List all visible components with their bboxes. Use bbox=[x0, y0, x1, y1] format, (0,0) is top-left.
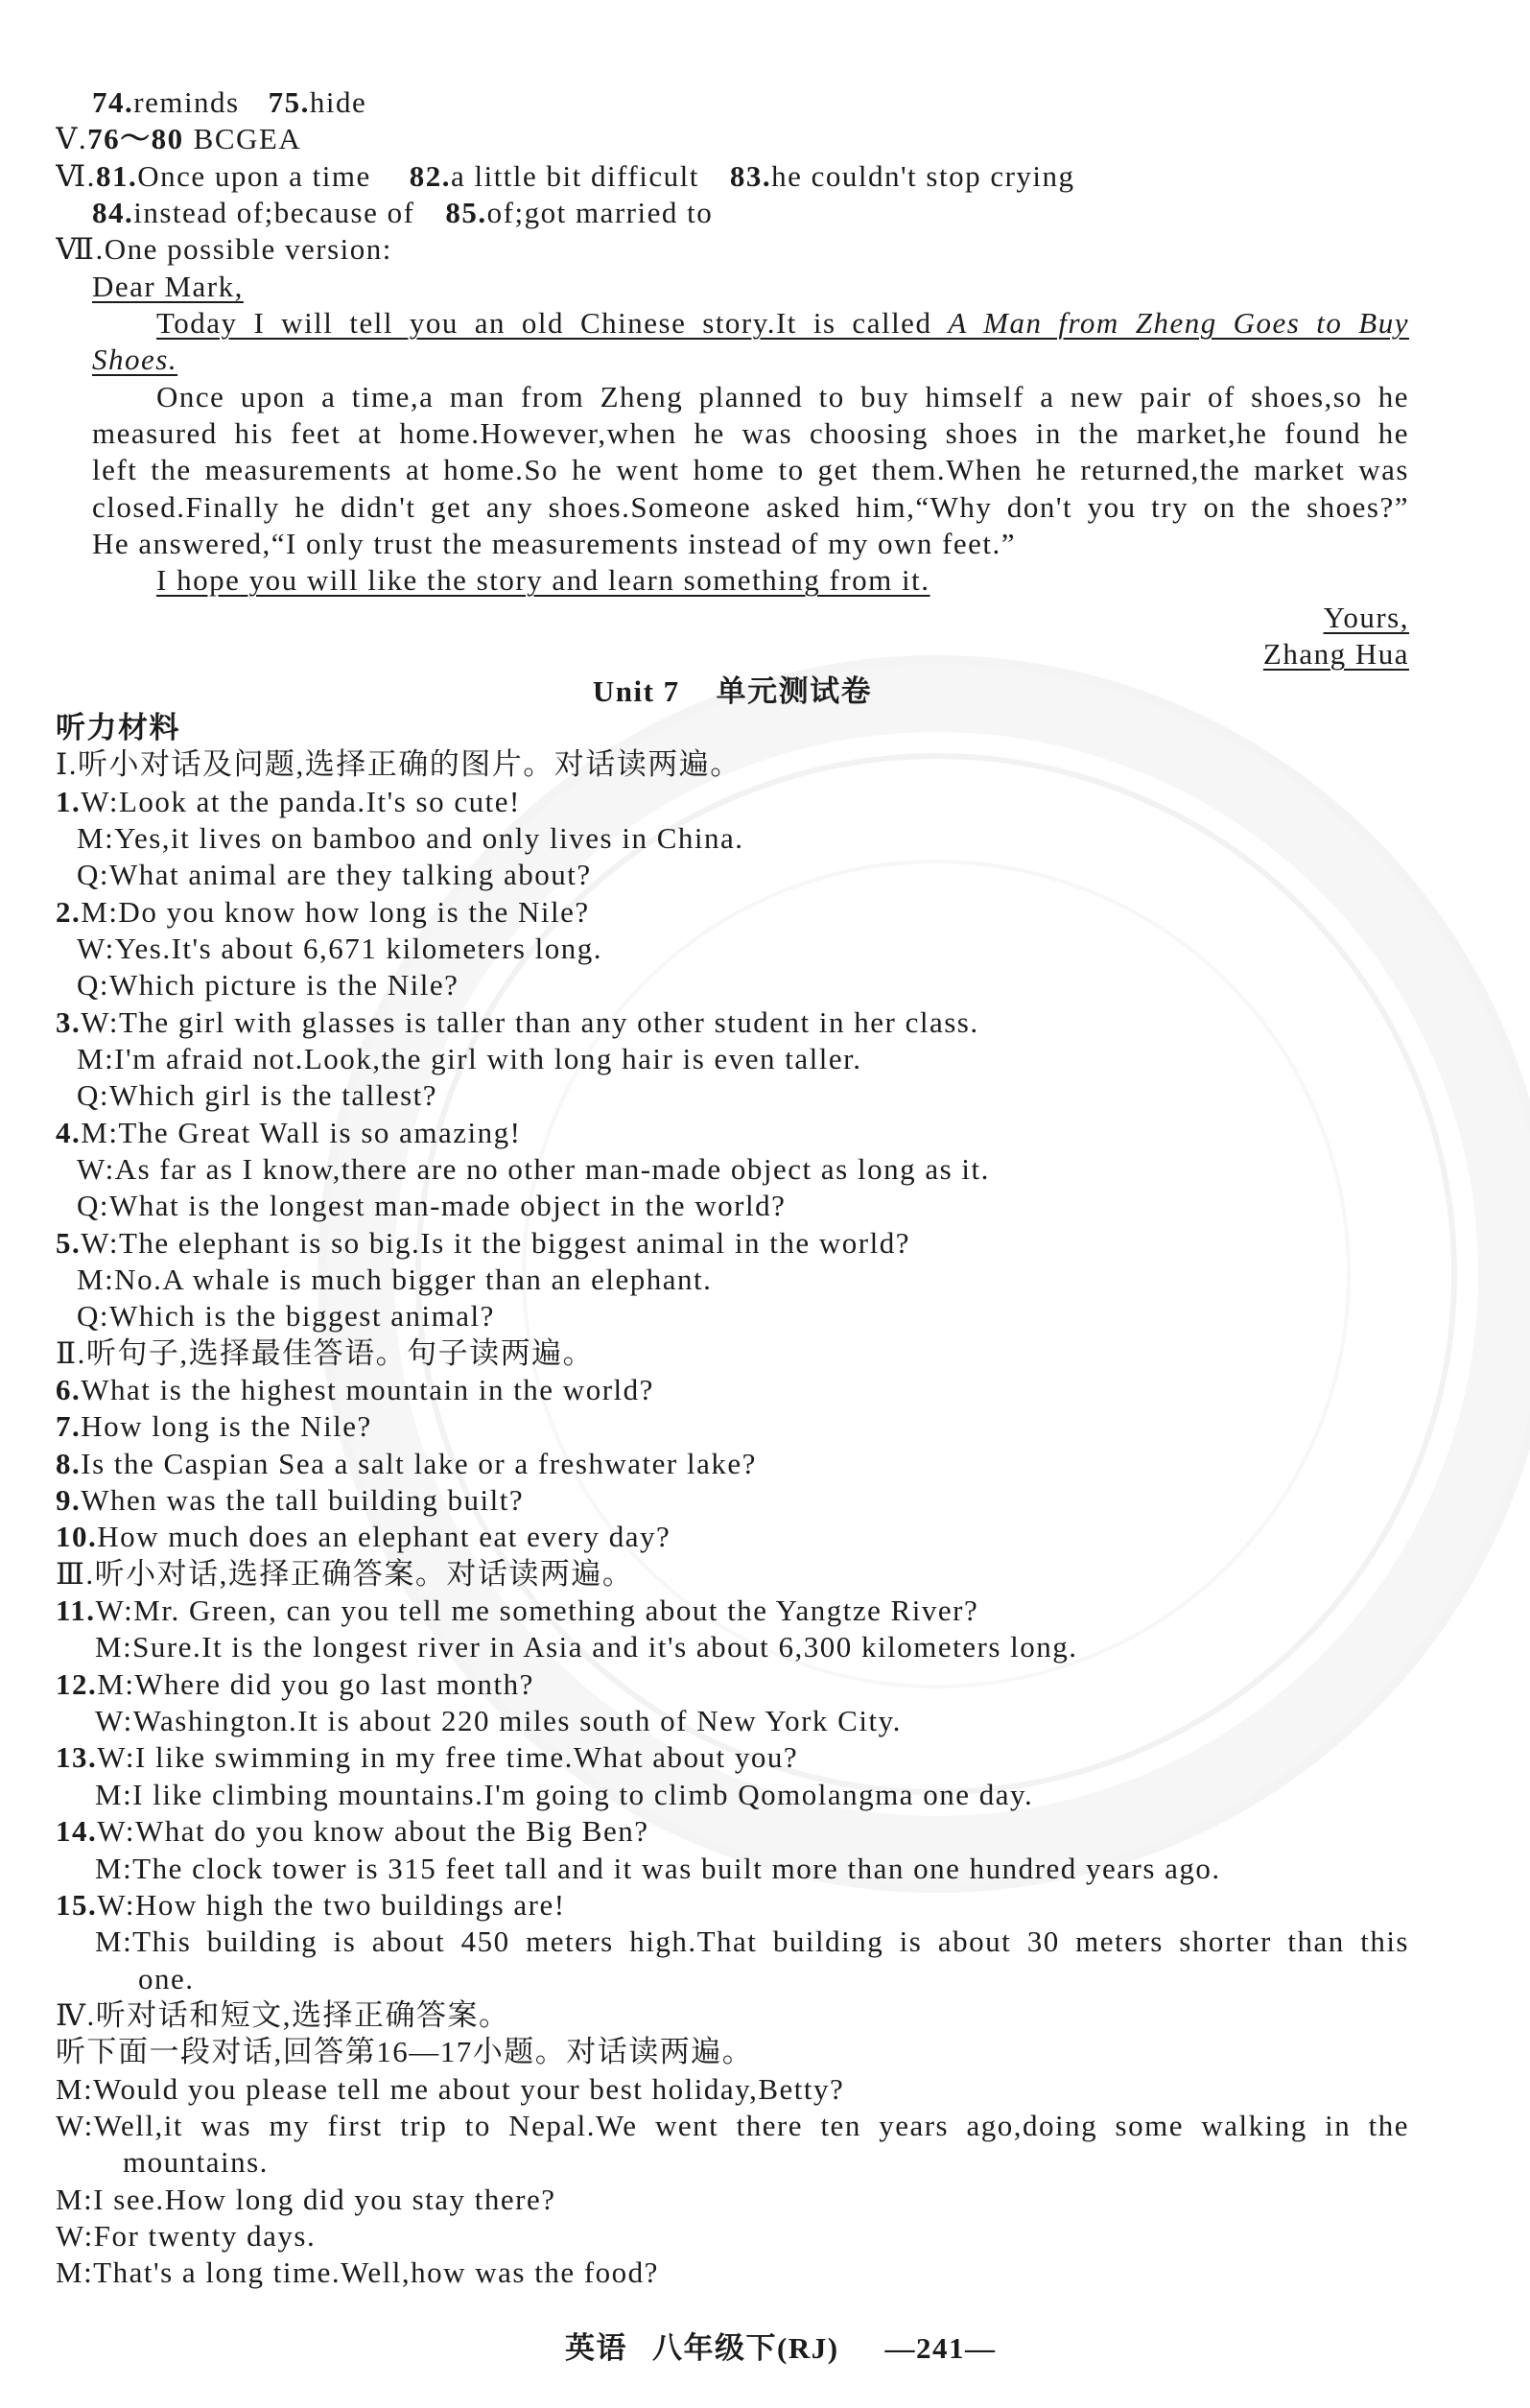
answer-number: 85. bbox=[445, 196, 487, 230]
dialogue-line: M:I like climbing mountains.I'm going to climb Qomolangma one day. bbox=[95, 1777, 1034, 1811]
question-line: Q:Which is the biggest animal? bbox=[77, 1299, 495, 1334]
item-number: 5. bbox=[56, 1225, 82, 1260]
item-number: 6. bbox=[56, 1373, 82, 1407]
letter-paragraph-1-line bbox=[56, 342, 1409, 378]
unit-number: Unit 7 bbox=[592, 673, 680, 708]
footer-subject: 英语 bbox=[565, 2331, 627, 2365]
story-title: A Man from Zheng Goes to Buy bbox=[948, 306, 1409, 341]
part-roman-numeral: Ⅴ. bbox=[56, 122, 88, 156]
part-roman-numeral: Ⅵ. bbox=[56, 158, 96, 193]
answer-number-range: 76～80 bbox=[87, 122, 184, 156]
answer-text: hide bbox=[309, 85, 367, 119]
dialogue-line bbox=[56, 1813, 1409, 1850]
item-number: 10. bbox=[56, 1520, 98, 1554]
sentence-item bbox=[56, 1446, 1409, 1482]
dialogue-text: W:The girl with glasses is taller than any other student in her class. bbox=[81, 1004, 979, 1039]
answer-text: reminds bbox=[133, 85, 240, 119]
letter-text bbox=[156, 306, 1409, 340]
listening-heading: 听力材料 bbox=[56, 710, 180, 744]
page-number: —241— bbox=[884, 2331, 997, 2365]
item-number: 11. bbox=[56, 1594, 96, 1628]
letter-text: I hope you will like the story and learn something from it. bbox=[156, 563, 930, 598]
answer-text: One possible version: bbox=[104, 232, 392, 267]
letter-paragraph-2-line: He answered,“I only trust the measurements instead of my own feet.” bbox=[92, 527, 1017, 561]
sentence-item bbox=[56, 1519, 1409, 1555]
letter-paragraph-3 bbox=[56, 562, 1409, 599]
dialogue-line bbox=[56, 1115, 1409, 1151]
letter-text-plain: Today I will tell you an old Chinese story.It is called bbox=[156, 306, 932, 341]
dialogue-line: M:I'm afraid not.Look,the girl with long hair is even taller. bbox=[77, 1041, 862, 1075]
greeting-text: Dear Mark, bbox=[92, 269, 244, 303]
answer-part-6-row1 bbox=[56, 158, 1409, 195]
sentence-text: Is the Caspian Sea a salt lake or a freshwater lake? bbox=[81, 1446, 757, 1480]
dialogue-line: M:Sure.It is the longest river in Asia and it's about 6,300 kilometers long. bbox=[95, 1630, 1078, 1664]
item-number: 15. bbox=[56, 1887, 98, 1922]
letter-paragraph-2-line: left the measurements at home.So he went home to get them.When he returned,the market was bbox=[92, 453, 1409, 487]
question-line: Q:What is the longest man-made object in the world? bbox=[77, 1189, 787, 1223]
answer-number: 75. bbox=[268, 85, 310, 119]
footer-grade: 八年级下(RJ) bbox=[652, 2331, 839, 2365]
answer-number: 81. bbox=[95, 158, 138, 193]
section-instruction: Ⅰ.听小对话及问题,选择正确的图片。对话读两遍。 bbox=[56, 747, 741, 782]
dialogue-line: W:Well,it was my first trip to Nepal.We went there ten years ago,doing some walking in the bbox=[56, 2108, 1409, 2142]
section-instruction: Ⅲ.听小对话,选择正确答案。对话读两遍。 bbox=[56, 1556, 634, 1591]
section-instruction: Ⅳ.听对话和短文,选择正确答案。 bbox=[56, 1997, 510, 2032]
sentence-item bbox=[56, 1482, 1409, 1519]
answer-part-5 bbox=[56, 121, 1409, 157]
answer-text: instead of;because of bbox=[133, 196, 415, 230]
sentence-text: How much does an elephant eat every day? bbox=[97, 1520, 671, 1554]
dialogue-text: W:Mr. Green, can you tell me something about the Yangtze River? bbox=[95, 1594, 979, 1628]
dialogue-line bbox=[56, 1225, 1409, 1262]
dialogue-text: W:What do you know about the Big Ben? bbox=[97, 1814, 649, 1849]
section-instruction: Ⅱ.听句子,选择最佳答语。句子读两遍。 bbox=[56, 1335, 595, 1370]
dialogue-line bbox=[56, 1666, 1409, 1703]
dialogue-line: W:For twenty days. bbox=[56, 2218, 317, 2253]
dialogue-line: M:That's a long time.Well,how was the food? bbox=[56, 2255, 659, 2290]
letter-paragraph-2-line: Once upon a time,a man from Zheng planned to buy himself a new pair of shoes,so he bbox=[156, 379, 1409, 413]
letter-greeting bbox=[56, 269, 1409, 305]
dialogue-line: M:I see.How long did you stay there? bbox=[56, 2182, 556, 2216]
item-number: 13. bbox=[56, 1740, 98, 1775]
dialogue-text: W:The elephant is so big.Is it the biggest animal in the world? bbox=[81, 1225, 910, 1260]
answer-number: 74. bbox=[92, 85, 134, 119]
dialogue-line: M:The clock tower is 315 feet tall and it was built more than one hundred years ago. bbox=[95, 1851, 1221, 1885]
item-number: 2. bbox=[56, 894, 82, 929]
answer-text: of;got married to bbox=[486, 196, 714, 230]
sentence-item bbox=[56, 1408, 1409, 1445]
dialogue-line: W:Washington.It is about 220 miles south of New York City. bbox=[95, 1704, 902, 1738]
question-line: Q:Which picture is the Nile? bbox=[77, 968, 459, 1003]
unit-title bbox=[56, 673, 1409, 710]
letter-paragraph-1-line bbox=[56, 305, 1409, 342]
answer-part-6-row2 bbox=[56, 195, 1409, 231]
answer-number: 83. bbox=[729, 158, 772, 193]
dialogue-line bbox=[56, 784, 1409, 820]
dialogue-line: M:Yes,it lives on bamboo and only lives in China. bbox=[77, 820, 744, 855]
question-line: Q:Which girl is the tallest? bbox=[77, 1078, 438, 1113]
dialogue-line bbox=[56, 1593, 1409, 1629]
sentence-item bbox=[56, 1372, 1409, 1408]
signature-text: Zhang Hua bbox=[1262, 637, 1409, 672]
story-title: Shoes. bbox=[92, 342, 178, 377]
closing-text: Yours, bbox=[1323, 600, 1409, 634]
dialogue-line: M:Would you please tell me about your best holiday,Betty? bbox=[56, 2071, 845, 2106]
dialogue-line bbox=[56, 1004, 1409, 1041]
answer-row-74-75 bbox=[56, 84, 1409, 121]
answer-text: BCGEA bbox=[193, 122, 302, 156]
dialogue-text: W:How high the two buildings are! bbox=[97, 1887, 566, 1922]
letter-paragraph-2-line: measured his feet at home.However,when he was choosing shoes in the market,he found he bbox=[92, 416, 1409, 451]
item-number: 8. bbox=[56, 1446, 82, 1480]
question-line: Q:What animal are they talking about? bbox=[77, 858, 592, 892]
dialogue-line bbox=[56, 1739, 1409, 1776]
sentence-text: What is the highest mountain in the world? bbox=[81, 1373, 654, 1407]
unit-subtitle: 单元测试卷 bbox=[716, 673, 873, 708]
answer-part-7 bbox=[56, 231, 1409, 268]
letter-closing bbox=[56, 600, 1409, 636]
dialogue-text: M:Where did you go last month? bbox=[97, 1666, 534, 1701]
answer-text: he couldn't stop crying bbox=[771, 158, 1075, 193]
dialogue-line: W:Yes.It's about 6,671 kilometers long. bbox=[77, 931, 603, 965]
dialogue-line bbox=[56, 1887, 1409, 1924]
page-content bbox=[56, 84, 1409, 2292]
item-number: 1. bbox=[56, 784, 82, 818]
dialogue-text: M:Do you know how long is the Nile? bbox=[81, 894, 590, 929]
dialogue-line: M:This building is about 450 meters high.That building is about 30 meters shorter than this bbox=[95, 1924, 1409, 1959]
dialogue-text: M:The Great Wall is so amazing! bbox=[81, 1115, 522, 1149]
sentence-text: How long is the Nile? bbox=[81, 1409, 372, 1444]
item-number: 7. bbox=[56, 1409, 82, 1444]
answer-number: 84. bbox=[92, 196, 134, 230]
dialogue-line: mountains. bbox=[123, 2145, 269, 2180]
part-roman-numeral: Ⅶ. bbox=[56, 232, 105, 267]
dialogue-text: W:I like swimming in my free time.What about you? bbox=[97, 1740, 799, 1775]
dialogue-line: M:No.A whale is much bigger than an elephant. bbox=[77, 1263, 713, 1296]
answer-text: a little bit difficult bbox=[450, 158, 699, 193]
dialogue-text: W:Look at the panda.It's so cute! bbox=[81, 784, 521, 818]
sub-instruction: 听下面一段对话,回答第16—17小题。对话读两遍。 bbox=[56, 2035, 754, 2069]
answer-text: Once upon a time bbox=[137, 158, 371, 193]
item-number: 12. bbox=[56, 1666, 98, 1701]
answer-number: 82. bbox=[409, 158, 451, 193]
item-number: 14. bbox=[56, 1814, 98, 1849]
letter-paragraph-2-line: closed.Finally he didn't get any shoes.Someone asked him,“Why don't you try on the shoes?” bbox=[92, 489, 1409, 524]
dialogue-line: one. bbox=[138, 1961, 195, 1995]
item-number: 4. bbox=[56, 1115, 82, 1149]
dialogue-line: W:As far as I know,there are no other man-made object as long as it. bbox=[77, 1151, 990, 1186]
sentence-text: When was the tall building built? bbox=[81, 1483, 525, 1518]
item-number: 3. bbox=[56, 1004, 82, 1039]
page-footer bbox=[565, 2330, 997, 2367]
item-number: 9. bbox=[56, 1483, 82, 1518]
dialogue-line bbox=[56, 894, 1409, 931]
letter-signature bbox=[56, 636, 1409, 673]
